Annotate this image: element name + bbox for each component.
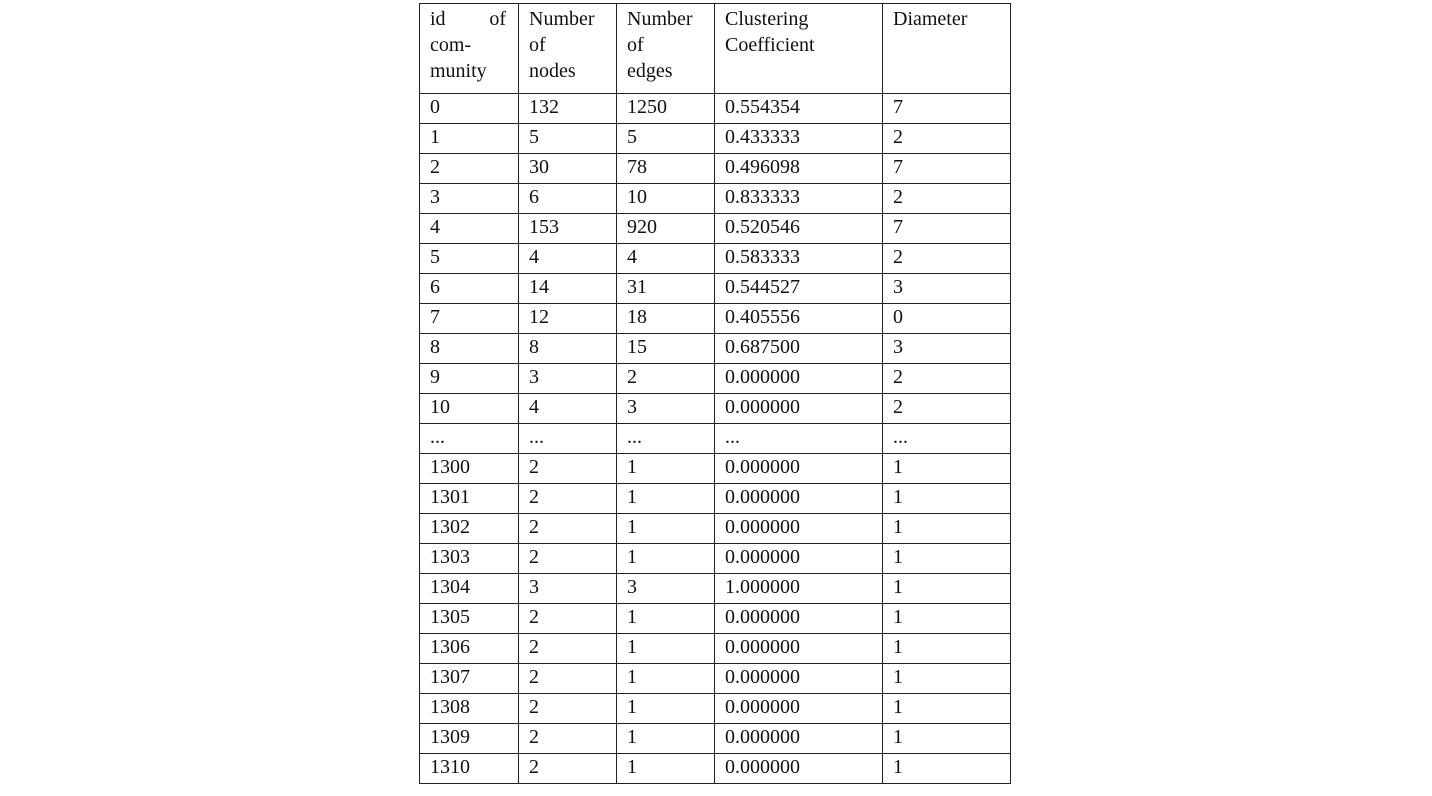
cell-nodes: 3 bbox=[519, 574, 617, 604]
cell-diameter: 1 bbox=[883, 544, 1011, 574]
cell-clustering: 0.000000 bbox=[715, 484, 883, 514]
cell-edges: 5 bbox=[617, 124, 715, 154]
cell-diameter: 1 bbox=[883, 694, 1011, 724]
header-clustering-coefficient bbox=[715, 4, 883, 94]
cell-edges: 4 bbox=[617, 244, 715, 274]
header-line: Number bbox=[529, 8, 595, 30]
cell-nodes: 2 bbox=[519, 694, 617, 724]
cell-community-id: 1300 bbox=[420, 454, 519, 484]
cell-edges: 15 bbox=[617, 334, 715, 364]
cell-diameter: 1 bbox=[883, 664, 1011, 694]
table-row bbox=[420, 574, 1011, 604]
cell-community-id: 5 bbox=[420, 244, 519, 274]
cell-community-id: 3 bbox=[420, 184, 519, 214]
cell-clustering: 0.554354 bbox=[715, 94, 883, 124]
cell-edges: 1 bbox=[617, 544, 715, 574]
cell-clustering: 0.405556 bbox=[715, 304, 883, 334]
cell-nodes: 2 bbox=[519, 724, 617, 754]
cell-diameter: 7 bbox=[883, 154, 1011, 184]
table-row bbox=[420, 364, 1011, 394]
header-line: of bbox=[627, 34, 644, 56]
cell-diameter: ... bbox=[883, 424, 1011, 454]
cell-clustering: 0.544527 bbox=[715, 274, 883, 304]
table-row bbox=[420, 664, 1011, 694]
header-community-id bbox=[420, 4, 519, 94]
cell-community-id: 1304 bbox=[420, 574, 519, 604]
header-line: Clustering bbox=[725, 8, 809, 30]
cell-clustering: 0.000000 bbox=[715, 394, 883, 424]
cell-community-id: 8 bbox=[420, 334, 519, 364]
cell-clustering: 1.000000 bbox=[715, 574, 883, 604]
cell-edges: 1250 bbox=[617, 94, 715, 124]
cell-edges: 1 bbox=[617, 754, 715, 784]
cell-diameter: 3 bbox=[883, 274, 1011, 304]
cell-nodes: 2 bbox=[519, 544, 617, 574]
cell-clustering: 0.583333 bbox=[715, 244, 883, 274]
cell-diameter: 1 bbox=[883, 484, 1011, 514]
cell-edges: ... bbox=[617, 424, 715, 454]
cell-edges: 3 bbox=[617, 394, 715, 424]
cell-diameter: 2 bbox=[883, 394, 1011, 424]
cell-diameter: 2 bbox=[883, 364, 1011, 394]
cell-nodes: 30 bbox=[519, 154, 617, 184]
cell-clustering: 0.000000 bbox=[715, 694, 883, 724]
cell-community-id: 1 bbox=[420, 124, 519, 154]
table-row bbox=[420, 544, 1011, 574]
cell-community-id: 10 bbox=[420, 394, 519, 424]
cell-community-id: 1308 bbox=[420, 694, 519, 724]
table-row bbox=[420, 424, 1011, 454]
header-word: of bbox=[489, 8, 506, 30]
header-line: of bbox=[529, 34, 546, 56]
cell-clustering: 0.000000 bbox=[715, 514, 883, 544]
table-row bbox=[420, 394, 1011, 424]
cell-edges: 78 bbox=[617, 154, 715, 184]
cell-diameter: 1 bbox=[883, 604, 1011, 634]
cell-clustering: 0.000000 bbox=[715, 664, 883, 694]
table-row bbox=[420, 514, 1011, 544]
cell-community-id: 6 bbox=[420, 274, 519, 304]
cell-edges: 1 bbox=[617, 604, 715, 634]
cell-community-id: ... bbox=[420, 424, 519, 454]
table-row bbox=[420, 484, 1011, 514]
cell-nodes: 132 bbox=[519, 94, 617, 124]
header-line: edges bbox=[627, 60, 673, 82]
cell-diameter: 2 bbox=[883, 124, 1011, 154]
cell-clustering: 0.496098 bbox=[715, 154, 883, 184]
cell-clustering: 0.000000 bbox=[715, 754, 883, 784]
cell-clustering: 0.687500 bbox=[715, 334, 883, 364]
cell-nodes: 5 bbox=[519, 124, 617, 154]
cell-community-id: 1303 bbox=[420, 544, 519, 574]
table-row bbox=[420, 334, 1011, 364]
cell-diameter: 1 bbox=[883, 454, 1011, 484]
header-line bbox=[430, 6, 518, 32]
cell-nodes: 12 bbox=[519, 304, 617, 334]
cell-diameter: 1 bbox=[883, 754, 1011, 784]
cell-edges: 1 bbox=[617, 484, 715, 514]
cell-edges: 920 bbox=[617, 214, 715, 244]
table-row bbox=[420, 154, 1011, 184]
cell-edges: 1 bbox=[617, 694, 715, 724]
cell-community-id: 7 bbox=[420, 304, 519, 334]
cell-nodes: 2 bbox=[519, 454, 617, 484]
cell-community-id: 1305 bbox=[420, 604, 519, 634]
cell-diameter: 1 bbox=[883, 724, 1011, 754]
cell-nodes: 2 bbox=[519, 484, 617, 514]
header-row bbox=[420, 4, 1011, 94]
header-line: Diameter bbox=[893, 8, 968, 30]
header-line: Number bbox=[627, 8, 693, 30]
header-diameter bbox=[883, 4, 1011, 94]
cell-community-id: 1307 bbox=[420, 664, 519, 694]
table-row bbox=[420, 694, 1011, 724]
cell-diameter: 2 bbox=[883, 184, 1011, 214]
cell-diameter: 3 bbox=[883, 334, 1011, 364]
table-row bbox=[420, 724, 1011, 754]
cell-clustering: 0.000000 bbox=[715, 544, 883, 574]
cell-diameter: 1 bbox=[883, 514, 1011, 544]
cell-nodes: 153 bbox=[519, 214, 617, 244]
cell-nodes: ... bbox=[519, 424, 617, 454]
cell-nodes: 2 bbox=[519, 514, 617, 544]
cell-community-id: 2 bbox=[420, 154, 519, 184]
cell-clustering: 0.520546 bbox=[715, 214, 883, 244]
header-line: nodes bbox=[529, 60, 576, 82]
cell-nodes: 8 bbox=[519, 334, 617, 364]
cell-edges: 1 bbox=[617, 724, 715, 754]
table-row bbox=[420, 304, 1011, 334]
cell-community-id: 1309 bbox=[420, 724, 519, 754]
cell-diameter: 7 bbox=[883, 94, 1011, 124]
cell-edges: 2 bbox=[617, 364, 715, 394]
table-row bbox=[420, 124, 1011, 154]
community-stats-table bbox=[419, 3, 1011, 784]
header-number-of-nodes bbox=[519, 4, 617, 94]
header-line: munity bbox=[430, 60, 487, 82]
cell-community-id: 4 bbox=[420, 214, 519, 244]
table-row bbox=[420, 94, 1011, 124]
cell-clustering: 0.000000 bbox=[715, 724, 883, 754]
cell-clustering: 0.000000 bbox=[715, 604, 883, 634]
table-row bbox=[420, 754, 1011, 784]
cell-community-id: 9 bbox=[420, 364, 519, 394]
cell-clustering: 0.000000 bbox=[715, 454, 883, 484]
table-row bbox=[420, 244, 1011, 274]
cell-diameter: 0 bbox=[883, 304, 1011, 334]
table-row bbox=[420, 214, 1011, 244]
cell-clustering: 0.000000 bbox=[715, 364, 883, 394]
cell-diameter: 1 bbox=[883, 574, 1011, 604]
cell-community-id: 1306 bbox=[420, 634, 519, 664]
cell-clustering: 0.833333 bbox=[715, 184, 883, 214]
header-line: Coefficient bbox=[725, 34, 815, 56]
cell-diameter: 1 bbox=[883, 634, 1011, 664]
table-row bbox=[420, 634, 1011, 664]
cell-nodes: 6 bbox=[519, 184, 617, 214]
table-body bbox=[420, 94, 1011, 784]
cell-edges: 1 bbox=[617, 634, 715, 664]
cell-edges: 1 bbox=[617, 454, 715, 484]
cell-nodes: 4 bbox=[519, 244, 617, 274]
cell-community-id: 1301 bbox=[420, 484, 519, 514]
cell-clustering: 0.433333 bbox=[715, 124, 883, 154]
cell-edges: 10 bbox=[617, 184, 715, 214]
cell-nodes: 4 bbox=[519, 394, 617, 424]
cell-edges: 1 bbox=[617, 664, 715, 694]
cell-nodes: 2 bbox=[519, 604, 617, 634]
table-row bbox=[420, 274, 1011, 304]
cell-nodes: 3 bbox=[519, 364, 617, 394]
table-row bbox=[420, 454, 1011, 484]
cell-community-id: 0 bbox=[420, 94, 519, 124]
cell-nodes: 2 bbox=[519, 634, 617, 664]
cell-clustering: ... bbox=[715, 424, 883, 454]
cell-nodes: 14 bbox=[519, 274, 617, 304]
header-word: id bbox=[430, 8, 446, 30]
cell-community-id: 1310 bbox=[420, 754, 519, 784]
cell-diameter: 2 bbox=[883, 244, 1011, 274]
table-header bbox=[420, 4, 1011, 94]
table-row bbox=[420, 604, 1011, 634]
cell-diameter: 7 bbox=[883, 214, 1011, 244]
cell-nodes: 2 bbox=[519, 664, 617, 694]
cell-clustering: 0.000000 bbox=[715, 634, 883, 664]
cell-edges: 1 bbox=[617, 514, 715, 544]
cell-edges: 18 bbox=[617, 304, 715, 334]
cell-nodes: 2 bbox=[519, 754, 617, 784]
cell-community-id: 1302 bbox=[420, 514, 519, 544]
header-line: com- bbox=[430, 34, 472, 56]
cell-edges: 31 bbox=[617, 274, 715, 304]
cell-edges: 3 bbox=[617, 574, 715, 604]
table-row bbox=[420, 184, 1011, 214]
header-number-of-edges bbox=[617, 4, 715, 94]
